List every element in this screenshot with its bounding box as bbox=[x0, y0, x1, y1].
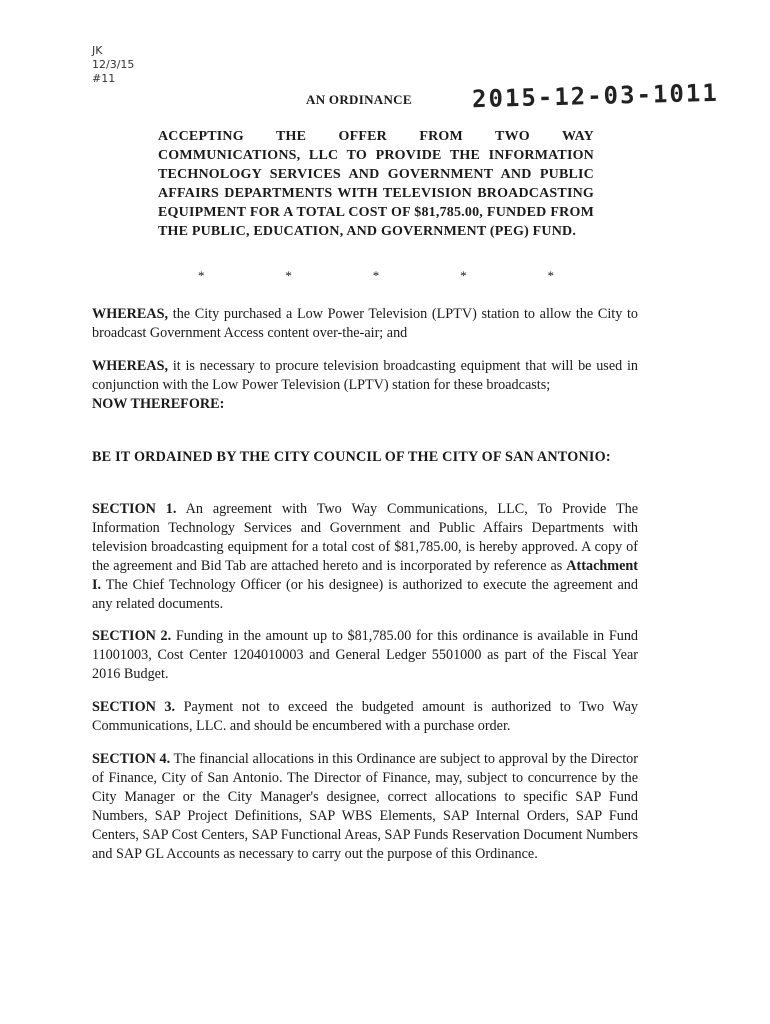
section-text: Payment not to exceed the budgeted amount is authorized to Two Way Communications, LLC. and should be encumbered with a purchase order. bbox=[92, 699, 638, 734]
section-label: SECTION 1. bbox=[92, 501, 177, 517]
ordinance-title: AN ORDINANCE bbox=[306, 92, 412, 107]
ordinance-number-stamp: 2015-12-03-1011 bbox=[471, 78, 720, 114]
separator-star: * bbox=[285, 268, 292, 283]
separator-star: * bbox=[460, 268, 467, 283]
attachment-reference: Attachment I. bbox=[92, 558, 638, 593]
section-text: Funding in the amount up to $81,785.00 for this ordinance is available in Fund 11001003, Cost Center 1204010003 and General Ledger 5501000 as part of the Fiscal Year 2016 Budget. bbox=[92, 628, 639, 682]
separator-star: * bbox=[198, 268, 205, 283]
section-text: The financial allocations in this Ordinance are subject to approval by the Director of Finance, City of San Antonio. The Director of Finance, may, subject to concurrence by the City Manager or the City Manager's designee, correct allocations to specific SAP Fund Numbers, SAP Project Definitions, SAP WBS Elements, SAP Internal Orders, SAP Fund Centers, SAP Cost Centers, SAP Functional Areas, SAP Funds Reservation Document Numbers and SAP GL Accounts as necessary to carry out the purpose of this Ordinance. bbox=[92, 751, 638, 862]
section-2 bbox=[92, 627, 638, 684]
handwritten-date: 12/3/15 bbox=[92, 58, 135, 71]
handwritten-notes bbox=[92, 44, 134, 86]
ordinance-caption: ACCEPTING THE OFFER FROM TWO WAY COMMUNICATIONS, LLC TO PROVIDE THE INFORMATION TECHNOLOGY SERVICES AND GOVERNMENT AND PUBLIC AFFAIRS DEPARTMENTS WITH TELEVISION BROADCASTING EQUIPMENT FOR A TOTAL COST OF $81,785.00, FUNDED FROM THE PUBLIC, EDUCATION, AND GOVERNMENT (PEG) FUND. bbox=[158, 129, 594, 239]
section-label: SECTION 3. bbox=[92, 699, 176, 715]
whereas-clause-1 bbox=[92, 305, 638, 343]
whereas-text: the City purchased a Low Power Television (LPTV) station to allow the City to broadcast Government Access content over-the-air; and bbox=[92, 306, 639, 341]
whereas-lead: WHEREAS, bbox=[92, 306, 169, 322]
now-therefore: NOW THEREFORE: bbox=[92, 396, 225, 412]
section-text: An agreement with Two Way Communications, LLC, To Provide The Information Technology Services and Government and Public Affairs Departments with television broadcasting equipment for a total cost of $81,785.00, is hereby approved. A copy of the agreement and Bid Tab are attached hereto and is incorporated by reference as bbox=[92, 501, 638, 574]
handwritten-initials: JK bbox=[92, 44, 103, 57]
separator-stars bbox=[158, 268, 594, 284]
section-label: SECTION 2. bbox=[92, 628, 172, 644]
section-label: SECTION 4. bbox=[92, 751, 171, 767]
section-1 bbox=[92, 500, 638, 614]
separator-star: * bbox=[547, 268, 554, 283]
section-4 bbox=[92, 750, 638, 864]
whereas-clause-2 bbox=[92, 357, 638, 414]
whereas-lead: WHEREAS, bbox=[92, 358, 169, 374]
handwritten-item-number: #11 bbox=[92, 72, 116, 85]
section-text: The Chief Technology Officer (or his designee) is authorized to execute the agreement and any related documents. bbox=[92, 577, 638, 612]
separator-star: * bbox=[372, 268, 380, 283]
whereas-text: it is necessary to procure television broadcasting equipment that will be used in conjunction with the Low Power Television (LPTV) station for these broadcasts; bbox=[92, 358, 638, 393]
section-3 bbox=[92, 698, 638, 736]
ordained-clause: BE IT ORDAINED BY THE CITY COUNCIL OF THE CITY OF SAN ANTONIO: bbox=[92, 449, 611, 465]
